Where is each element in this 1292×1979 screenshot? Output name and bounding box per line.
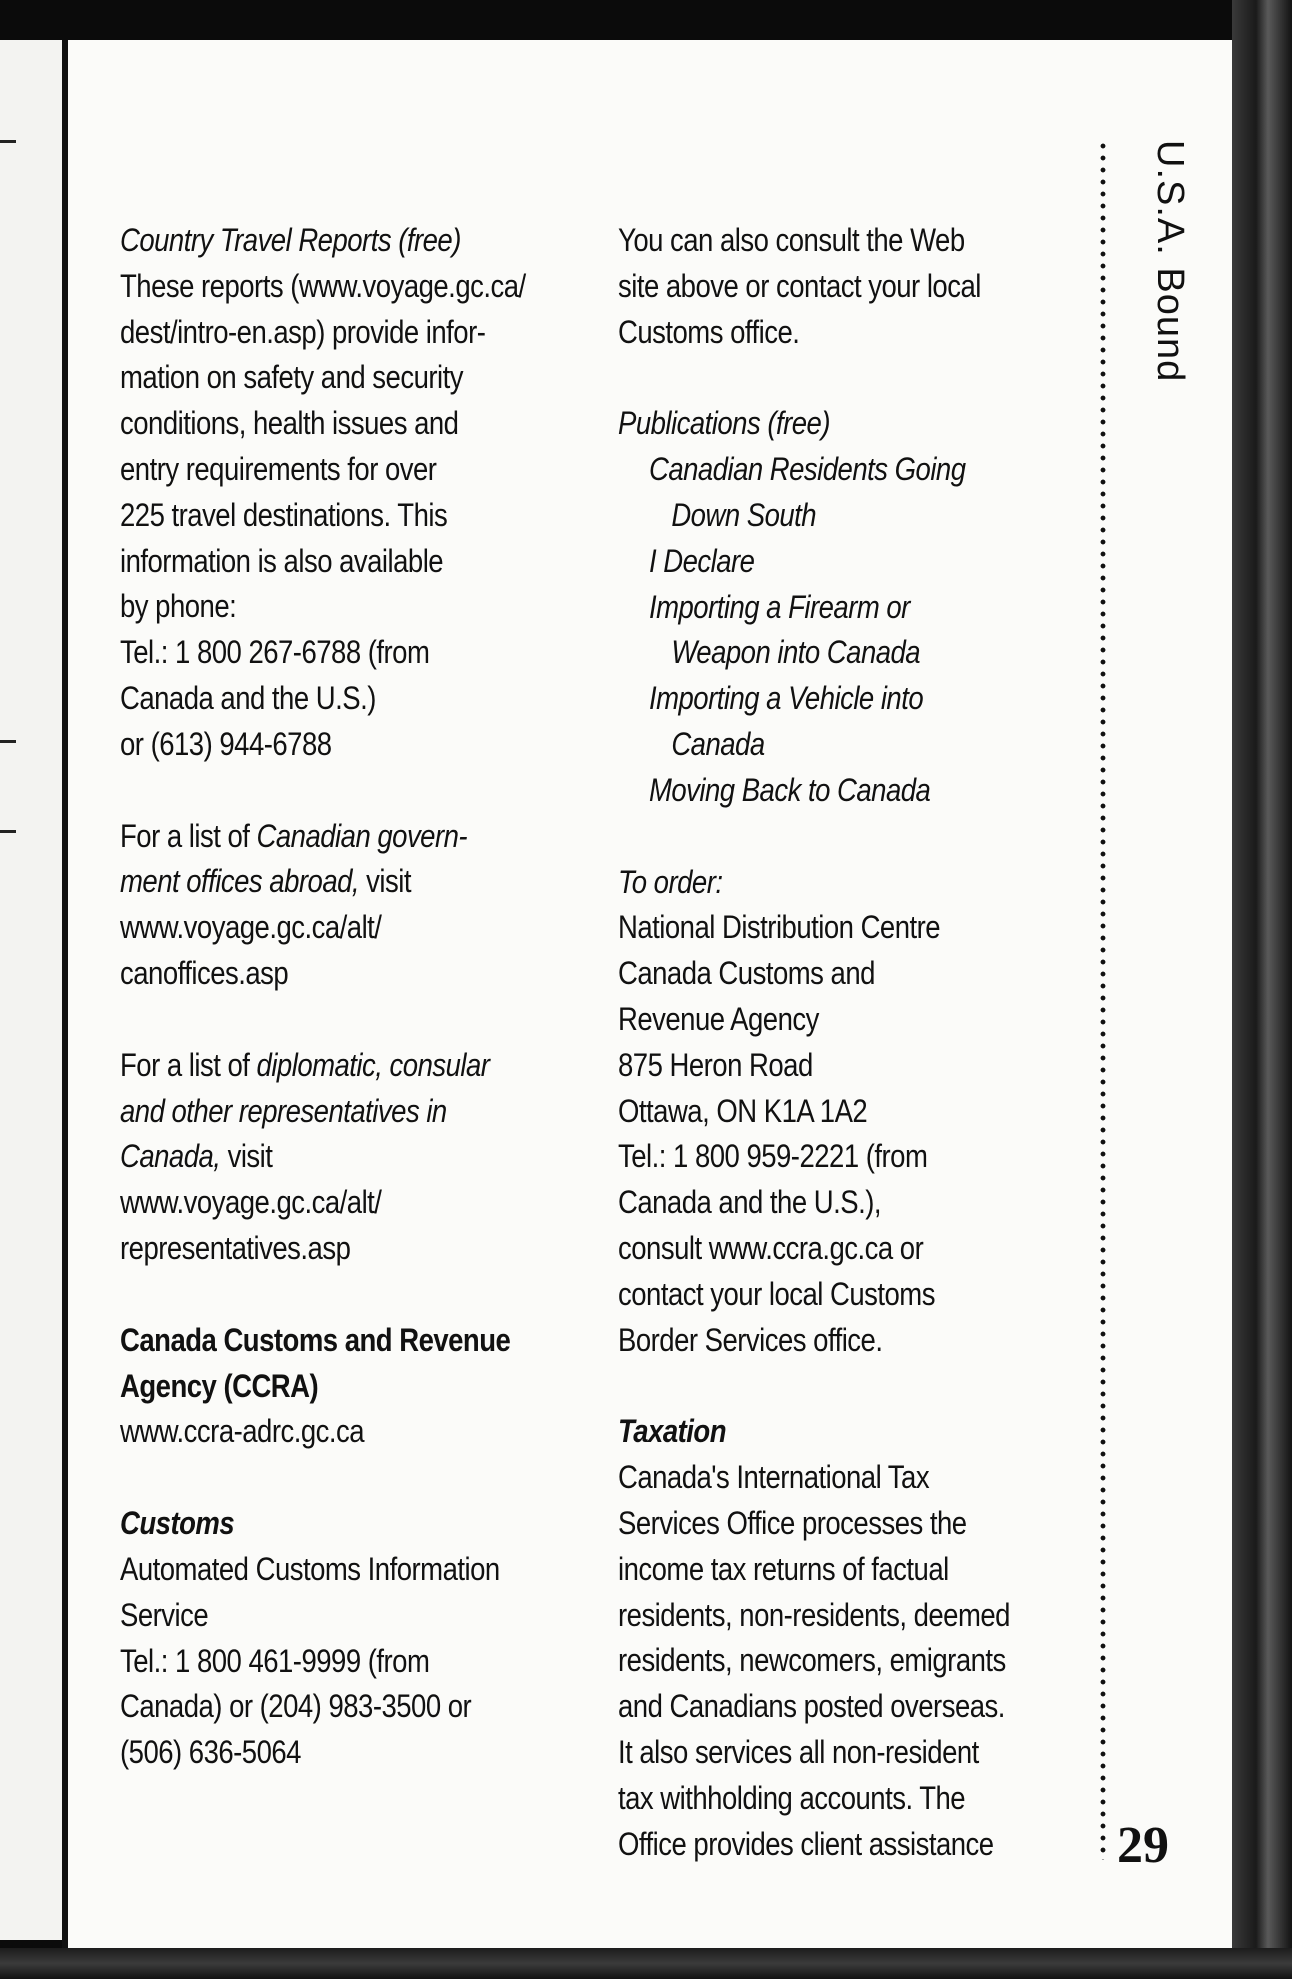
publication-item: Importing a Firearm or <box>648 588 910 625</box>
publication-item: Down South <box>671 496 817 533</box>
publications-heading: Publications (free) <box>618 405 830 442</box>
text-line: residents, non-residents, deemed <box>618 1596 1010 1633</box>
phone-line: or (613) 944-6788 <box>120 725 332 762</box>
binding-shadow-right <box>1232 0 1292 1979</box>
text-line: It also services all non-resident <box>618 1733 979 1770</box>
left-column <box>120 218 619 1776</box>
text-line: You can also consult the Web <box>618 222 965 258</box>
phone-line: Tel.: 1 800 959-2221 (from <box>618 1138 928 1175</box>
text-line: Customs office. <box>618 313 800 350</box>
text-line: site above or contact your local <box>618 267 981 304</box>
phone-line: Canada and the U.S.), <box>618 1184 882 1221</box>
travel-reports-heading: Country Travel Reports (free) <box>120 222 461 258</box>
ccra-heading: Canada Customs and Revenue <box>120 1321 511 1358</box>
text-line: information is also available <box>120 542 444 579</box>
taxation-heading: Taxation <box>618 1413 727 1450</box>
diplomatic-line: and other representatives in <box>120 1092 447 1129</box>
text-line: by phone: <box>120 588 237 625</box>
ccra-heading: Agency (CCRA) <box>120 1367 319 1404</box>
address-line: Ottawa, ON K1A 1A2 <box>618 1092 868 1129</box>
text-line: These reports (www.voyage.gc.ca/ <box>120 267 526 304</box>
diplomatic-url: representatives.asp <box>120 1229 351 1266</box>
dotted-rule <box>1099 140 1107 1860</box>
phone-line: Canada) or (204) 983-3500 or <box>120 1688 472 1725</box>
text-line: Automated Customs Information <box>120 1550 500 1587</box>
text-line: mation on safety and security <box>120 359 463 396</box>
diplomatic-url: www.voyage.gc.ca/alt/ <box>120 1184 382 1221</box>
text-line: contact your local Customs <box>618 1275 935 1312</box>
gov-offices-url: www.voyage.gc.ca/alt/ <box>120 909 382 946</box>
page-number: 29 <box>1117 1817 1169 1874</box>
gov-offices-line: For a list of Canadian govern- <box>120 817 468 854</box>
binding-shadow-bottom <box>0 1948 1292 1979</box>
phone-line: Tel.: 1 800 267-6788 (from <box>120 634 430 671</box>
gov-offices-line: ment offices abroad, visit <box>120 863 411 900</box>
text-line: consult www.ccra.gc.ca or <box>618 1229 924 1266</box>
text-line: dest/intro-en.asp) provide infor- <box>120 313 486 350</box>
right-column <box>618 218 1100 1867</box>
text-line: Office provides client assistance <box>618 1825 994 1862</box>
text-line: income tax returns of factual <box>618 1550 949 1587</box>
publication-item: I Declare <box>648 542 755 579</box>
text-line: Service <box>120 1596 209 1633</box>
text-line: 225 travel destinations. This <box>120 496 448 533</box>
text-line: conditions, health issues and <box>120 405 459 442</box>
text-line: Canada's International Tax <box>618 1459 930 1496</box>
running-head: U.S.A. Bound <box>1149 140 1191 383</box>
ccra-url: www.ccra-adrc.gc.ca <box>120 1413 365 1450</box>
text-line: tax withholding accounts. The <box>618 1779 966 1816</box>
to-order-heading: To order: <box>618 863 723 900</box>
address-line: 875 Heron Road <box>618 1046 813 1083</box>
publication-item: Importing a Vehicle into <box>648 680 924 717</box>
diplomatic-line: Canada, visit <box>120 1138 273 1175</box>
phone-line: (506) 636-5064 <box>120 1734 301 1771</box>
text-line: entry requirements for over <box>120 450 437 487</box>
adjacent-page-edge <box>0 40 62 1940</box>
text-line: Services Office processes the <box>618 1504 967 1541</box>
text-line: Border Services office. <box>618 1321 883 1358</box>
address-line: National Distribution Centre <box>618 909 941 946</box>
phone-line: Tel.: 1 800 461-9999 (from <box>120 1642 430 1679</box>
text-line: residents, newcomers, emigrants <box>618 1642 1006 1679</box>
gov-offices-url: canoffices.asp <box>120 954 289 991</box>
publication-item: Canada <box>671 725 765 762</box>
phone-line: Canada and the U.S.) <box>120 679 376 716</box>
diplomatic-line: For a list of diplomatic, consular <box>120 1046 490 1083</box>
address-line: Canada Customs and <box>618 955 875 992</box>
publication-item: Canadian Residents Going <box>648 451 966 488</box>
publication-item: Moving Back to Canada <box>648 771 931 808</box>
address-line: Revenue Agency <box>618 1000 819 1037</box>
publication-item: Weapon into Canada <box>671 634 921 671</box>
customs-heading: Customs <box>120 1505 235 1542</box>
text-line: and Canadians posted overseas. <box>618 1688 1005 1725</box>
